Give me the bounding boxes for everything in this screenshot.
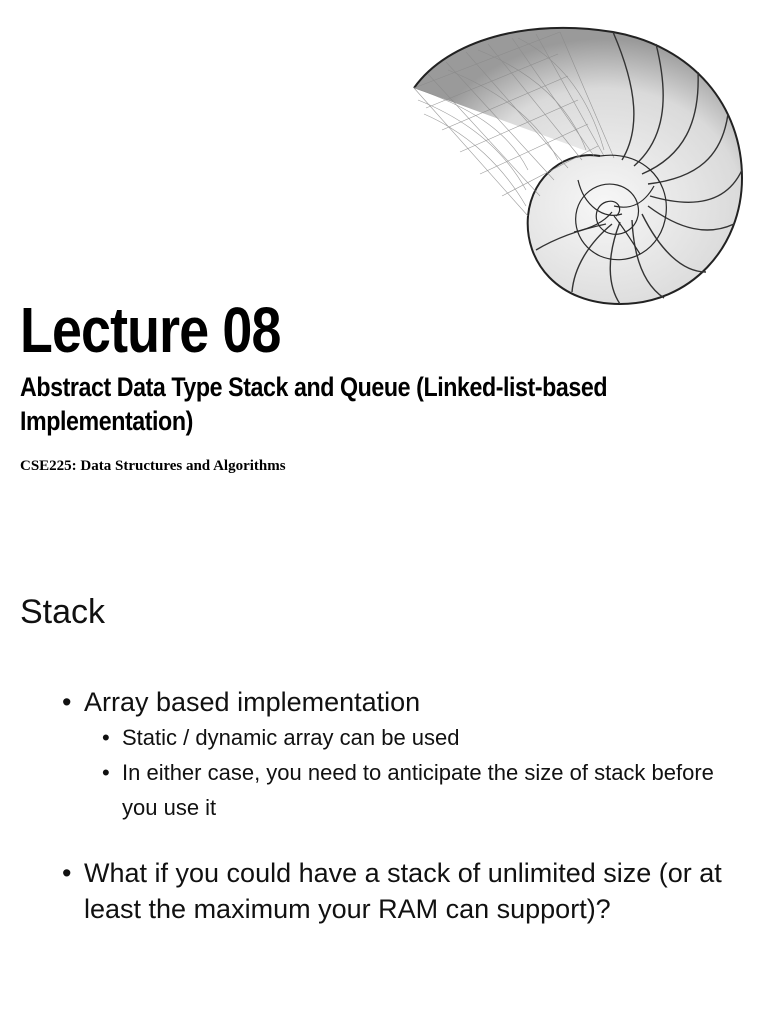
sub-bullet-anticipate-size: • In either case, you need to anticipate the size of stack before you use it	[102, 755, 742, 825]
lecture-title: Lecture 08	[20, 294, 281, 366]
bullet-unlimited-stack: • What if you could have a stack of unlimited size (or at least the maximum your RAM can support)?	[62, 855, 742, 927]
stack-slide	[0, 512, 768, 1024]
course-name: CSE225: Data Structures and Algorithms	[20, 458, 286, 474]
slide-heading: Stack	[20, 593, 106, 631]
lecture-subtitle: Abstract Data Type Stack and Queue (Linked-list-based Implementation)	[20, 372, 608, 436]
sub-bullet-static-dynamic: • Static / dynamic array can be used	[102, 720, 742, 755]
bullet-list	[62, 684, 742, 927]
nautilus-shell-illustration	[408, 10, 750, 310]
bullet-array-implementation: • Array based implementation	[62, 684, 742, 720]
